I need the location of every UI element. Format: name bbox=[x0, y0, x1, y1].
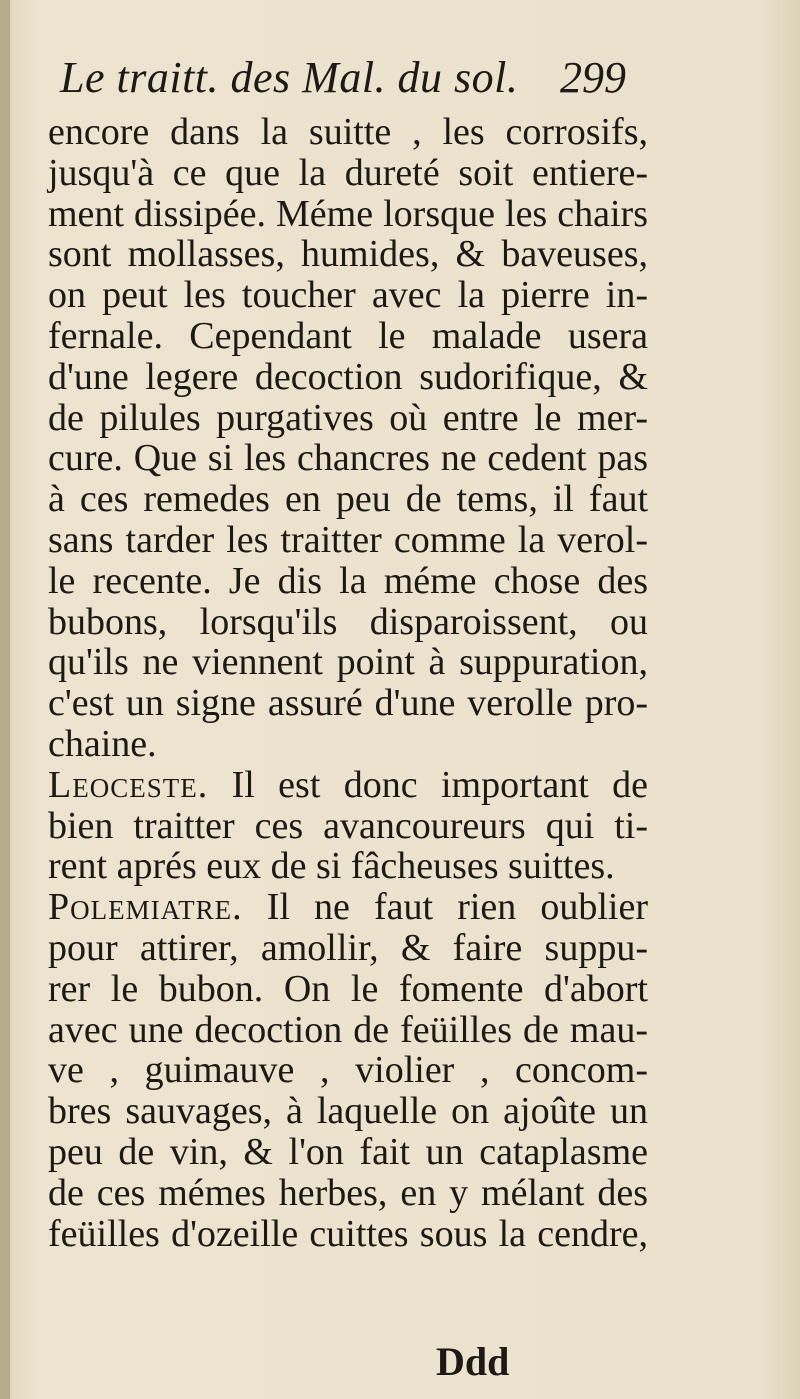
signature-mark: Ddd bbox=[436, 1339, 510, 1384]
text-line: sont mollasses, humides, & baveuses, bbox=[48, 233, 648, 276]
running-title: Le traitt. des Mal. du sol. bbox=[60, 53, 519, 102]
text-line: le recente. Je dis la méme chose des bbox=[48, 559, 648, 602]
page-header bbox=[60, 52, 640, 112]
text-line: cure. Que si les chancres ne cedent pas bbox=[48, 437, 648, 480]
text-line: peu de vin, & l'on fait un cataplasme bbox=[48, 1130, 648, 1173]
body-text bbox=[48, 112, 648, 1254]
text-line: qu'ils ne viennent point à suppuration, bbox=[48, 641, 648, 684]
text-line: avec une decoction de feüilles de mau- bbox=[48, 1008, 648, 1051]
text-line: sans tarder les traitter comme la verol- bbox=[48, 518, 648, 561]
dialogue-line bbox=[48, 887, 648, 928]
binding-gutter bbox=[0, 0, 10, 1399]
speaker-name: Leoceste. bbox=[48, 763, 209, 806]
text-line: on peut les toucher avec la pierre in- bbox=[48, 274, 648, 317]
speaker-name: Polemiatre. bbox=[48, 886, 243, 929]
text-line: jusqu'à ce que la dureté soit entiere- bbox=[48, 151, 648, 194]
dialogue-line bbox=[48, 765, 648, 806]
text-line: feüilles d'ozeille cuittes sous la cendre, bbox=[48, 1212, 648, 1255]
text-line: ment dissipée. Méme lorsque les chairs bbox=[48, 192, 648, 235]
text-line: chaine. bbox=[48, 722, 157, 765]
text-line: ve , guimauve , violier , concom- bbox=[48, 1049, 648, 1092]
text-line: rer le bubon. On le fomente d'abort bbox=[48, 967, 648, 1010]
text-line: de ces mémes herbes, en y mélant des bbox=[48, 1171, 648, 1214]
text-line: encore dans la suitte , les corrosifs, bbox=[48, 111, 648, 153]
text-fragment: Il est donc important de bbox=[231, 763, 648, 806]
text-line: bien traitter ces avancoureurs qui ti- bbox=[48, 804, 648, 847]
text-line: bres sauvages, à laquelle on ajoûte un bbox=[48, 1090, 648, 1133]
text-line: pour attirer, amollir, & faire suppu- bbox=[48, 926, 648, 969]
text-line: c'est un signe assuré d'une verolle pro- bbox=[48, 682, 648, 725]
text-line: d'une legere decoction sudorifique, & bbox=[48, 355, 648, 398]
text-line: à ces remedes en peu de tems, il faut bbox=[48, 478, 648, 521]
text-line: fernale. Cependant le malade usera bbox=[48, 314, 648, 357]
text-line: rent aprés eux de si fâcheuses suittes. bbox=[48, 845, 615, 888]
page-number: 299 bbox=[560, 53, 626, 102]
text-line: de pilules purgatives où entre le mer- bbox=[48, 396, 648, 439]
text-fragment: Il ne faut rien oublier bbox=[266, 886, 649, 929]
text-line: bubons, lorsqu'ils disparoissent, ou bbox=[48, 600, 648, 643]
